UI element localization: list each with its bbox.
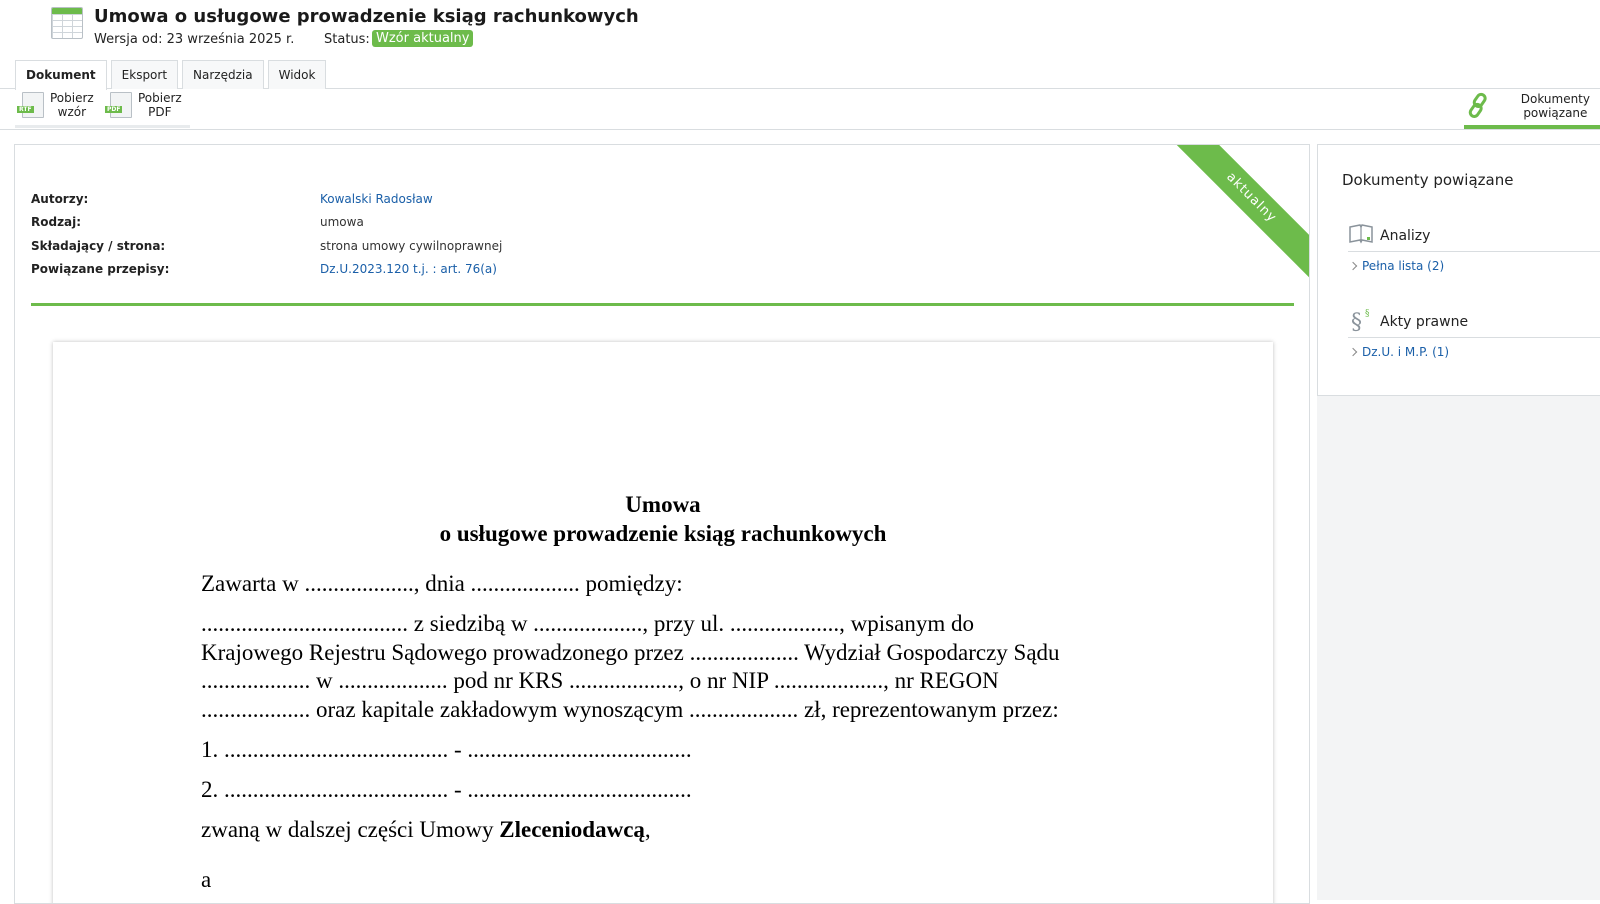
section-legal-acts-label: Akty prawne (1380, 314, 1469, 330)
party-paragraph (201, 610, 1145, 724)
section-analyses (1348, 223, 1430, 249)
related-active-underline (1464, 125, 1600, 129)
download-pdf-label-1: Pobierz (138, 91, 182, 105)
document-body (201, 570, 1145, 894)
download-template-label-1: Pobierz (50, 91, 94, 105)
document-page (53, 342, 1273, 904)
svg-text:§: § (1351, 310, 1362, 333)
party-line-3: ................... w ................... pod nr KRS ..................., o nr NIP ..................., nr REGON (201, 668, 999, 693)
status-ribbon: aktualny (1163, 145, 1309, 286)
regulation-link[interactable]: Dz.U.2023.120 t.j. : art. 76(a) (320, 262, 497, 277)
metadata-list (31, 187, 502, 281)
representative-1: 1. ....................................... - ....................................... (201, 737, 692, 762)
toolbar-group-underline (15, 125, 190, 128)
and-line: a (201, 867, 212, 892)
party-line-4: ................... oraz kapitale zakładowym wynoszącym ................... zł, reprezentowanym przez: (201, 696, 1059, 722)
related-label-2: powiązane (1523, 106, 1588, 120)
download-pdf-button[interactable] (107, 91, 182, 119)
chevron-right-icon (1349, 262, 1357, 270)
section-legal-acts (1348, 307, 1468, 337)
status-label: Status: (324, 32, 370, 47)
meta-row-regulations: Powiązane przepisy: Dz.U.2023.120 t.j. : art. 76(a) (31, 262, 497, 277)
tab-eksport[interactable]: Eksport (111, 60, 178, 89)
called-line: zwaną w dalszej części Umowy Zleceniodawcą, (201, 817, 651, 842)
section-analyses-label: Analizy (1380, 228, 1431, 244)
toolbar (0, 89, 1600, 130)
tab-narzedzia[interactable]: Narzędzia (182, 60, 264, 89)
svg-text:§: § (1365, 309, 1370, 319)
document-panel (14, 144, 1310, 904)
document-title: Umowa o usługowe prowadzenie ksiąg rachunkowych (439, 492, 887, 546)
divider (31, 303, 1294, 306)
tab-bar (15, 60, 330, 89)
header (0, 0, 1600, 58)
party-line-2: Krajowego Rejestru Sądowego prowadzonego przez ................... Wydział Gospodarczy Sądu (201, 639, 1060, 665)
meta-row-type: Rodzaj: umowa (31, 215, 364, 230)
related-documents-panel (1317, 144, 1600, 396)
representative-2: 2. ....................................... - ....................................... (201, 777, 692, 802)
related-label-1: Dokumenty (1520, 92, 1590, 106)
meta-row-party: Składający / strona: strona umowy cywilnoprawnej (31, 238, 503, 253)
full-list-link[interactable]: Pełna lista (2) (1350, 259, 1444, 273)
author-link[interactable]: Kowalski Radosław (320, 191, 433, 206)
related-documents-button[interactable] (1465, 92, 1590, 120)
page-title: Umowa o usługowe prowadzenie ksiąg rachunkowych (94, 6, 639, 27)
spreadsheet-icon (51, 7, 83, 39)
download-pdf-label-2: PDF (148, 105, 172, 119)
download-template-button[interactable] (19, 91, 94, 119)
version-date: Wersja od: 23 września 2025 r. (94, 32, 295, 47)
journal-of-laws-link[interactable]: Dz.U. i M.P. (1) (1350, 345, 1449, 359)
chevron-right-icon (1349, 348, 1357, 356)
sidebar-title: Dokumenty powiązane (1342, 171, 1514, 189)
pdf-file-icon: PDF (110, 92, 132, 118)
paragraph-icon (1348, 307, 1374, 337)
rtf-file-icon: RTF (22, 92, 44, 118)
meta-row-authors: Autorzy: Kowalski Radosław (31, 191, 433, 206)
intro-line: Zawarta w ..................., dnia ................... pomiędzy: (201, 571, 683, 596)
status-badge: Wzór aktualny (372, 30, 473, 47)
download-template-label-2: wzór (57, 105, 87, 119)
link-icon (1465, 92, 1493, 120)
tab-widok[interactable]: Widok (268, 60, 327, 89)
book-icon (1348, 223, 1374, 249)
tab-dokument[interactable]: Dokument (15, 60, 107, 90)
sidebar-background (1317, 396, 1600, 900)
party-line-1: .................................... z siedzibą w ..................., przy ul. ..................., wpisanym do (201, 611, 974, 636)
